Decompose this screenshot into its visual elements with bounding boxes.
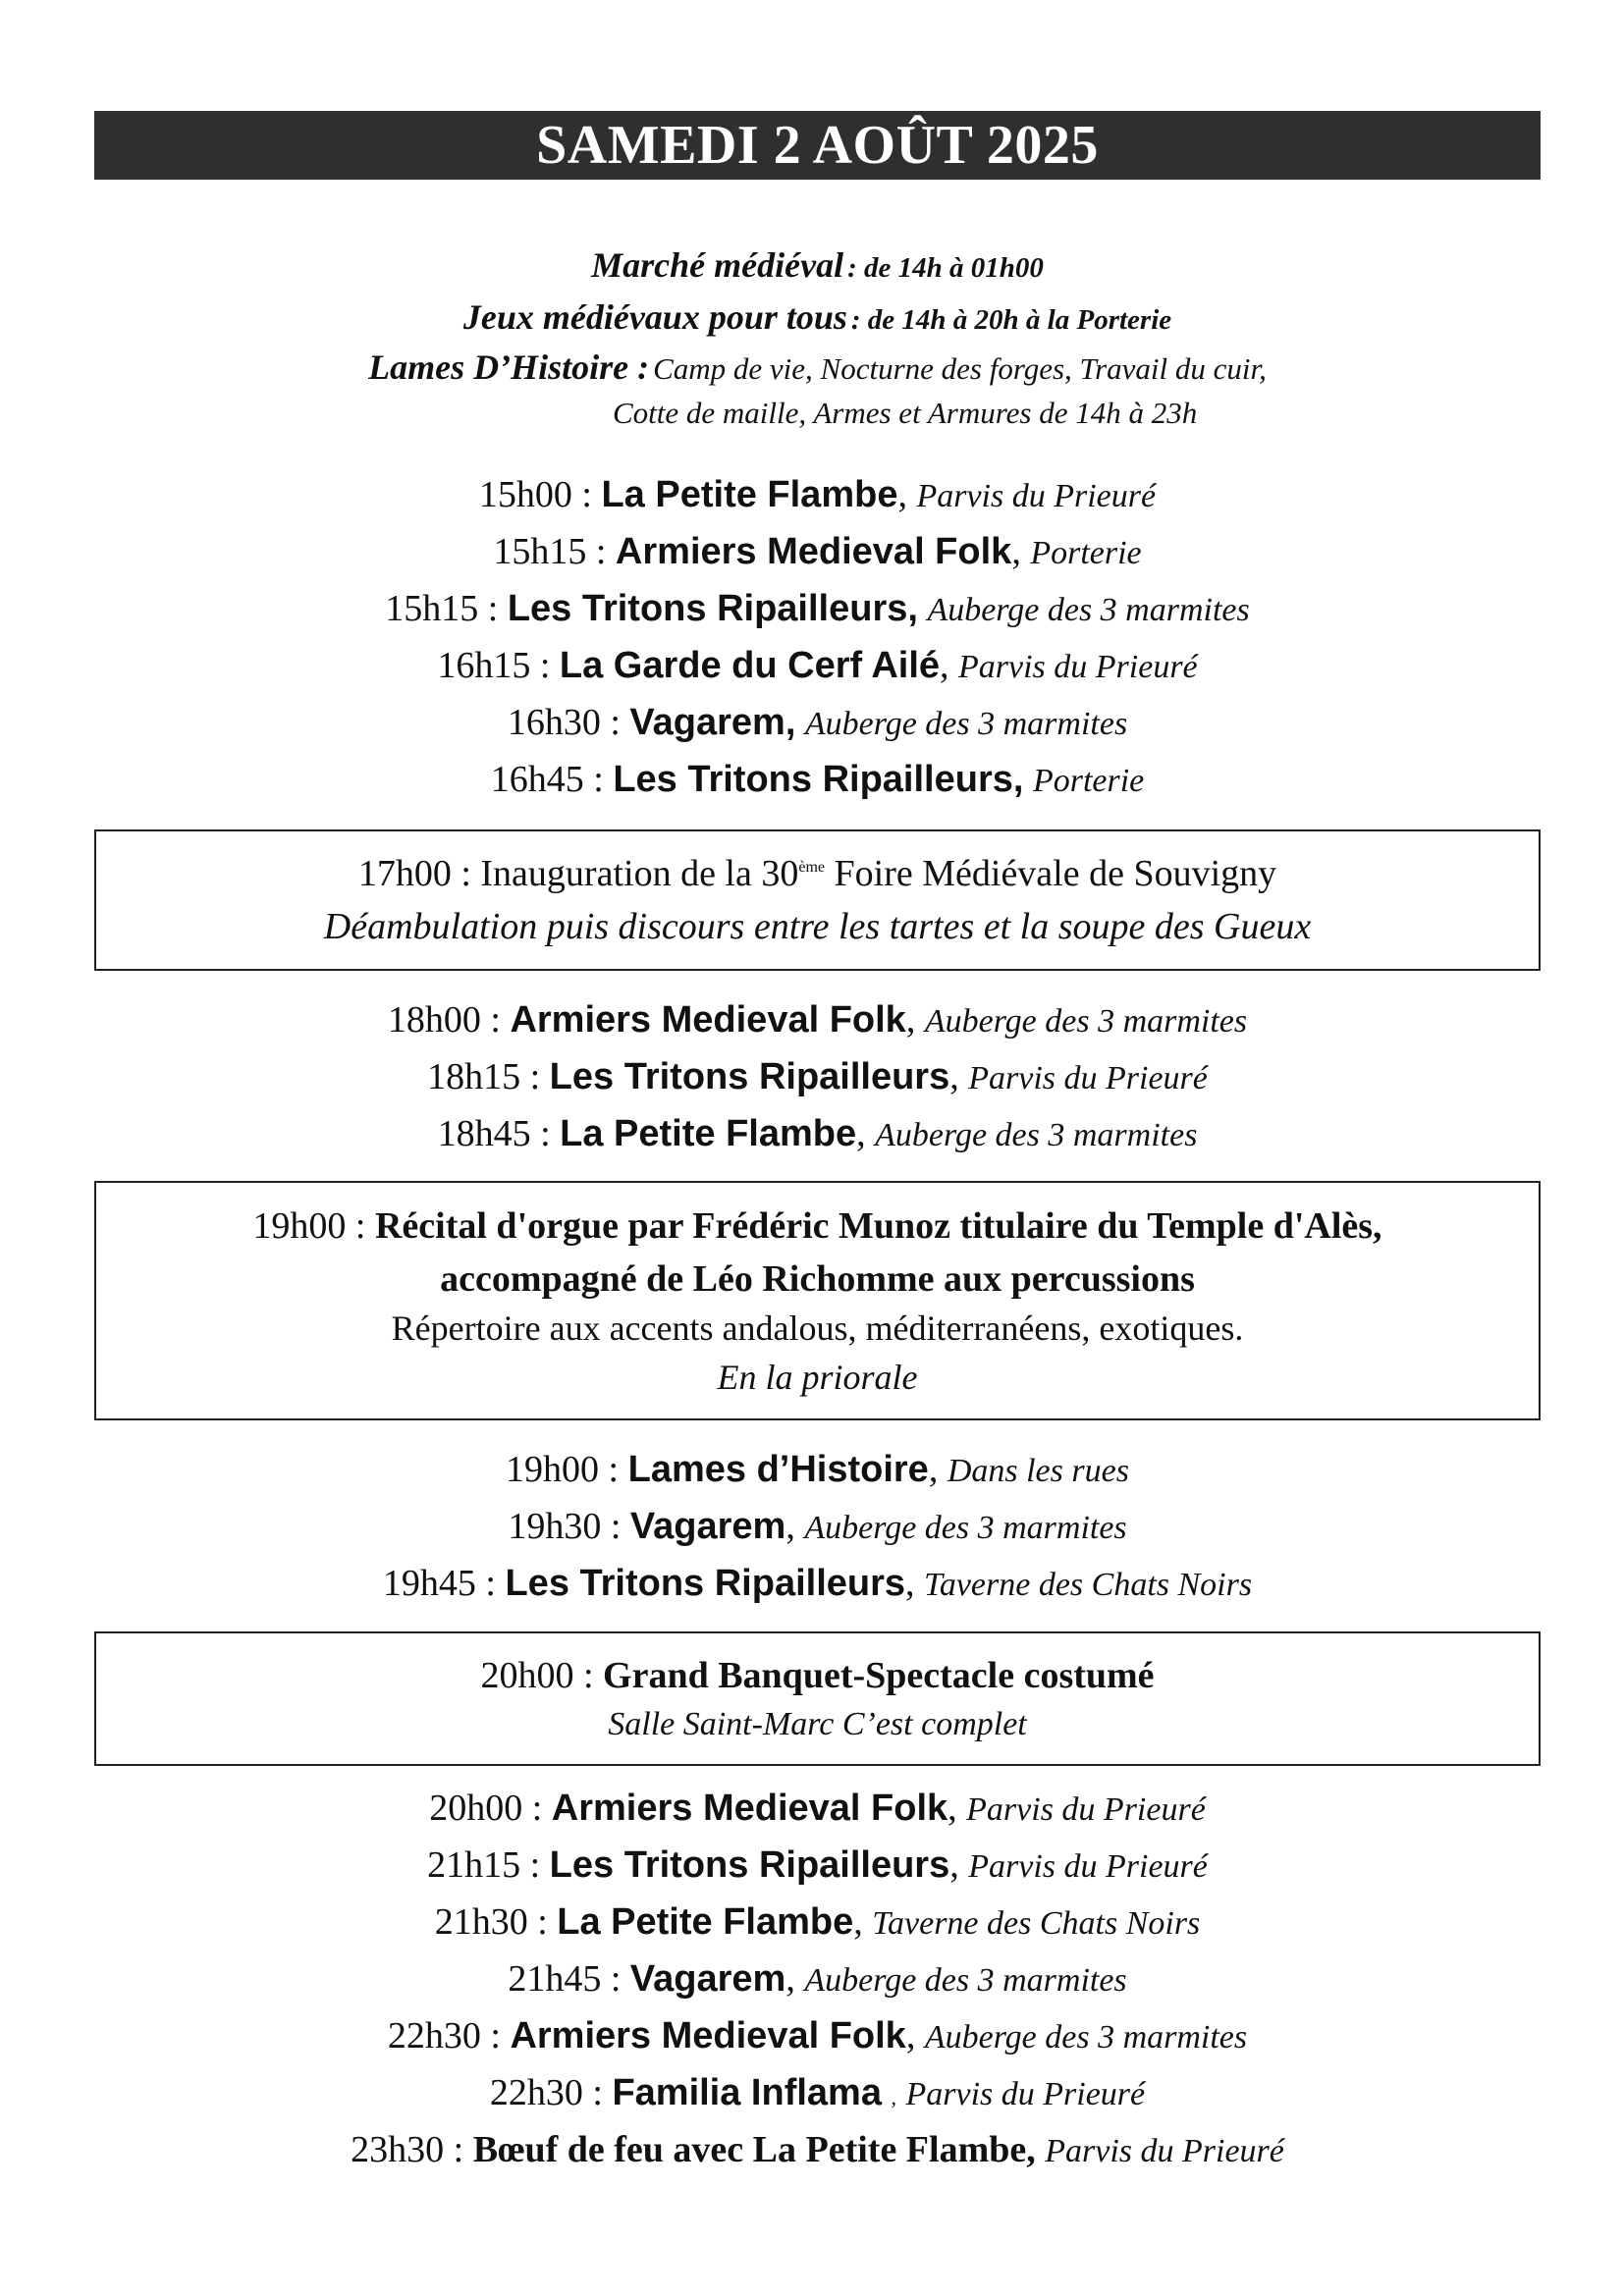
schedule-act: La Petite Flambe bbox=[557, 1901, 854, 1943]
schedule-time: 21h15 bbox=[427, 1844, 521, 1886]
schedule-row: 15h00 : La Petite Flambe, Parvis du Prieuré bbox=[478, 474, 1157, 515]
schedule-row: 22h30 : Familia Inflama , Parvis du Prieuré bbox=[489, 2072, 1146, 2113]
schedule-place: Parvis du Prieuré bbox=[966, 1791, 1206, 1828]
schedule-row: 18h15 : Les Tritons Ripailleurs, Parvis du Prieuré bbox=[427, 1056, 1208, 1097]
schedule-place: Parvis du Prieuré bbox=[968, 1848, 1208, 1885]
schedule-act: La Petite Flambe bbox=[560, 1113, 857, 1154]
schedule-act: Armiers Medieval Folk bbox=[551, 1788, 948, 1829]
schedule-time: 16h30 bbox=[507, 702, 601, 743]
recital-time: 19h00 bbox=[252, 1205, 347, 1247]
schedule-act: Les Tritons Ripailleurs bbox=[549, 1056, 950, 1097]
schedule-act: Vagarem bbox=[629, 1958, 786, 2000]
intro-games-name: Jeux médiévaux pour tous bbox=[462, 297, 847, 337]
schedule-time: 22h30 bbox=[387, 2015, 481, 2056]
schedule-row: 21h45 : Vagarem, Auberge des 3 marmites bbox=[508, 1958, 1127, 2000]
schedule-act: Les Tritons Ripailleurs bbox=[507, 588, 908, 629]
schedule-place: Auberge des 3 marmites bbox=[927, 592, 1250, 628]
recital-title-1: Récital d'orgue par Frédéric Munoz titulaire du Temple d'Alès, bbox=[374, 1205, 1382, 1247]
banquet-title: Grand Banquet-Spectacle costumé bbox=[603, 1655, 1155, 1696]
schedule-time: 15h15 bbox=[385, 588, 479, 629]
schedule-place: Taverne des Chats Noirs bbox=[872, 1905, 1201, 1942]
schedule-time: 18h15 bbox=[427, 1056, 521, 1097]
banquet-time: 20h00 bbox=[480, 1655, 574, 1696]
schedule-time: 22h30 bbox=[489, 2072, 583, 2113]
schedule-row: 16h45 : Les Tritons Ripailleurs, Porterie bbox=[490, 759, 1145, 800]
schedule-place: Auberge des 3 marmites bbox=[804, 1510, 1127, 1546]
schedule-row: 20h00 : Armiers Medieval Folk, Parvis du Prieuré bbox=[429, 1788, 1206, 1829]
intro-market bbox=[94, 247, 1541, 283]
recital-title-2: accompagné de Léo Richomme aux percussions bbox=[440, 1258, 1195, 1300]
inauguration-line: 17h00 : Inauguration de la 30ème Foire Médiévale de Souvigny bbox=[357, 853, 1277, 894]
intro-games bbox=[94, 299, 1541, 335]
schedule-row: 19h45 : Les Tritons Ripailleurs, Taverne des Chats Noirs bbox=[382, 1563, 1253, 1604]
page-title: SAMEDI 2 AOÛT 2025 bbox=[94, 111, 1541, 180]
schedule-act: Les Tritons Ripailleurs bbox=[549, 1844, 950, 1886]
schedule-place: Parvis du Prieuré bbox=[905, 2076, 1146, 2112]
schedule-place: Auberge des 3 marmites bbox=[804, 706, 1128, 742]
schedule-act: La Petite Flambe bbox=[601, 474, 898, 515]
intro-lames-detail: Camp de vie, Nocturne des forges, Travail du cuir, bbox=[653, 351, 1267, 386]
schedule-time: 18h00 bbox=[387, 999, 481, 1041]
banquet-box bbox=[94, 1631, 1541, 1766]
schedule-place: Parvis du Prieuré bbox=[1045, 2133, 1284, 2169]
schedule-time: 19h45 bbox=[382, 1563, 476, 1604]
schedule-time: 21h30 bbox=[434, 1901, 528, 1943]
schedule-act: Les Tritons Ripailleurs bbox=[505, 1563, 906, 1604]
schedule-row: 19h30 : Vagarem, Auberge des 3 marmites bbox=[508, 1506, 1127, 1547]
intro-market-detail: : de 14h à 01h00 bbox=[847, 252, 1044, 284]
recital-line-1: 19h00 : Récital d'orgue par Frédéric Munoz titulaire du Temple d'Alès, bbox=[252, 1205, 1382, 1247]
schedule-time: 18h45 bbox=[437, 1113, 531, 1154]
schedule-place: Auberge des 3 marmites bbox=[875, 1117, 1198, 1153]
recital-box bbox=[94, 1181, 1541, 1420]
schedule-time: 23h30 bbox=[351, 2129, 445, 2170]
banquet-subtitle: Salle Saint-Marc C’est complet bbox=[608, 1706, 1027, 1742]
inauguration-text-b: Foire Médiévale de Souvigny bbox=[834, 853, 1277, 894]
schedule-act: Armiers Medieval Folk bbox=[615, 531, 1012, 572]
schedule-time: 15h00 bbox=[478, 474, 572, 515]
inauguration-subtitle: Déambulation puis discours entre les tartes et la soupe des Gueux bbox=[323, 906, 1312, 947]
schedule-row: 16h30 : Vagarem, Auberge des 3 marmites bbox=[507, 702, 1128, 743]
schedule-place: Parvis du Prieuré bbox=[968, 1060, 1208, 1096]
schedule-act: Armiers Medieval Folk bbox=[510, 2015, 906, 2056]
schedule-act: Vagarem bbox=[629, 702, 785, 743]
schedule-act: Vagarem bbox=[629, 1506, 786, 1547]
schedule-time: 19h30 bbox=[508, 1506, 602, 1547]
intro-lames-detail-2: Cotte de maille, Armes et Armures de 14h à 23h bbox=[613, 396, 1198, 430]
schedule-row: 16h15 : La Garde du Cerf Ailé, Parvis du Prieuré bbox=[437, 645, 1198, 686]
schedule-place: Dans les rues bbox=[947, 1453, 1129, 1489]
schedule-row: 21h15 : Les Tritons Ripailleurs, Parvis du Prieuré bbox=[427, 1844, 1208, 1886]
inauguration-text-a: Inauguration de la 30 bbox=[480, 853, 799, 894]
schedule-place: Taverne des Chats Noirs bbox=[924, 1567, 1253, 1603]
schedule-time: 16h45 bbox=[490, 759, 584, 800]
inauguration-time: 17h00 bbox=[357, 853, 452, 894]
schedule-row: 22h30 : Armiers Medieval Folk, Auberge des 3 marmites bbox=[387, 2015, 1248, 2056]
schedule-act: Familia Inflama bbox=[612, 2072, 882, 2113]
schedule-row: 15h15 : Les Tritons Ripailleurs, Auberge des 3 marmites bbox=[385, 588, 1250, 629]
schedule-time: 16h15 bbox=[437, 645, 531, 686]
schedule-time: 20h00 bbox=[429, 1788, 523, 1829]
intro-market-name: Marché médiéval bbox=[591, 245, 844, 285]
schedule-row: 15h15 : Armiers Medieval Folk, Porterie bbox=[493, 531, 1142, 572]
schedule-place: Porterie bbox=[1032, 763, 1145, 799]
schedule-act: Lames d’Histoire bbox=[627, 1449, 929, 1490]
schedule-row: 18h45 : La Petite Flambe, Auberge des 3 marmites bbox=[437, 1113, 1198, 1154]
schedule-place: Porterie bbox=[1030, 535, 1142, 571]
inauguration-sup: ème bbox=[798, 859, 826, 876]
schedule-time: 21h45 bbox=[508, 1958, 602, 2000]
schedule-row: 19h00 : Lames d’Histoire, Dans les rues bbox=[506, 1449, 1129, 1490]
schedule-place: Auberge des 3 marmites bbox=[924, 2019, 1248, 2056]
schedule-row: 23h30 : Bœuf de feu avec La Petite Flambe, Parvis du Prieuré bbox=[351, 2129, 1284, 2170]
recital-description: Répertoire aux accents andalous, méditerranéens, exotiques. bbox=[391, 1308, 1244, 1348]
recital-place: En la priorale bbox=[717, 1358, 918, 1397]
intro-lames bbox=[94, 349, 1541, 385]
intro-lames-continued bbox=[94, 398, 1541, 428]
inauguration-box bbox=[94, 829, 1541, 971]
schedule-place: Auberge des 3 marmites bbox=[804, 1962, 1127, 1999]
schedule-place: Auberge des 3 marmites bbox=[924, 1003, 1248, 1040]
banquet-line: 20h00 : Grand Banquet-Spectacle costumé bbox=[480, 1655, 1155, 1696]
schedule-time: 19h00 bbox=[506, 1449, 600, 1490]
schedule-row: 18h00 : Armiers Medieval Folk, Auberge des 3 marmites bbox=[387, 999, 1248, 1041]
schedule-place: Parvis du Prieuré bbox=[916, 478, 1157, 514]
schedule-act: Armiers Medieval Folk bbox=[510, 999, 906, 1041]
schedule-act: La Garde du Cerf Ailé bbox=[559, 645, 941, 686]
schedule-act: Les Tritons Ripailleurs bbox=[613, 759, 1013, 800]
intro-lames-name: Lames D’Histoire : bbox=[368, 347, 650, 387]
schedule-place: Parvis du Prieuré bbox=[958, 649, 1198, 685]
intro-games-detail: : de 14h à 20h à la Porterie bbox=[850, 304, 1172, 336]
schedule-time: 15h15 bbox=[493, 531, 587, 572]
schedule-row: 21h30 : La Petite Flambe, Taverne des Chats Noirs bbox=[434, 1901, 1201, 1943]
schedule-act: Bœuf de feu avec La Petite Flambe bbox=[472, 2129, 1027, 2170]
